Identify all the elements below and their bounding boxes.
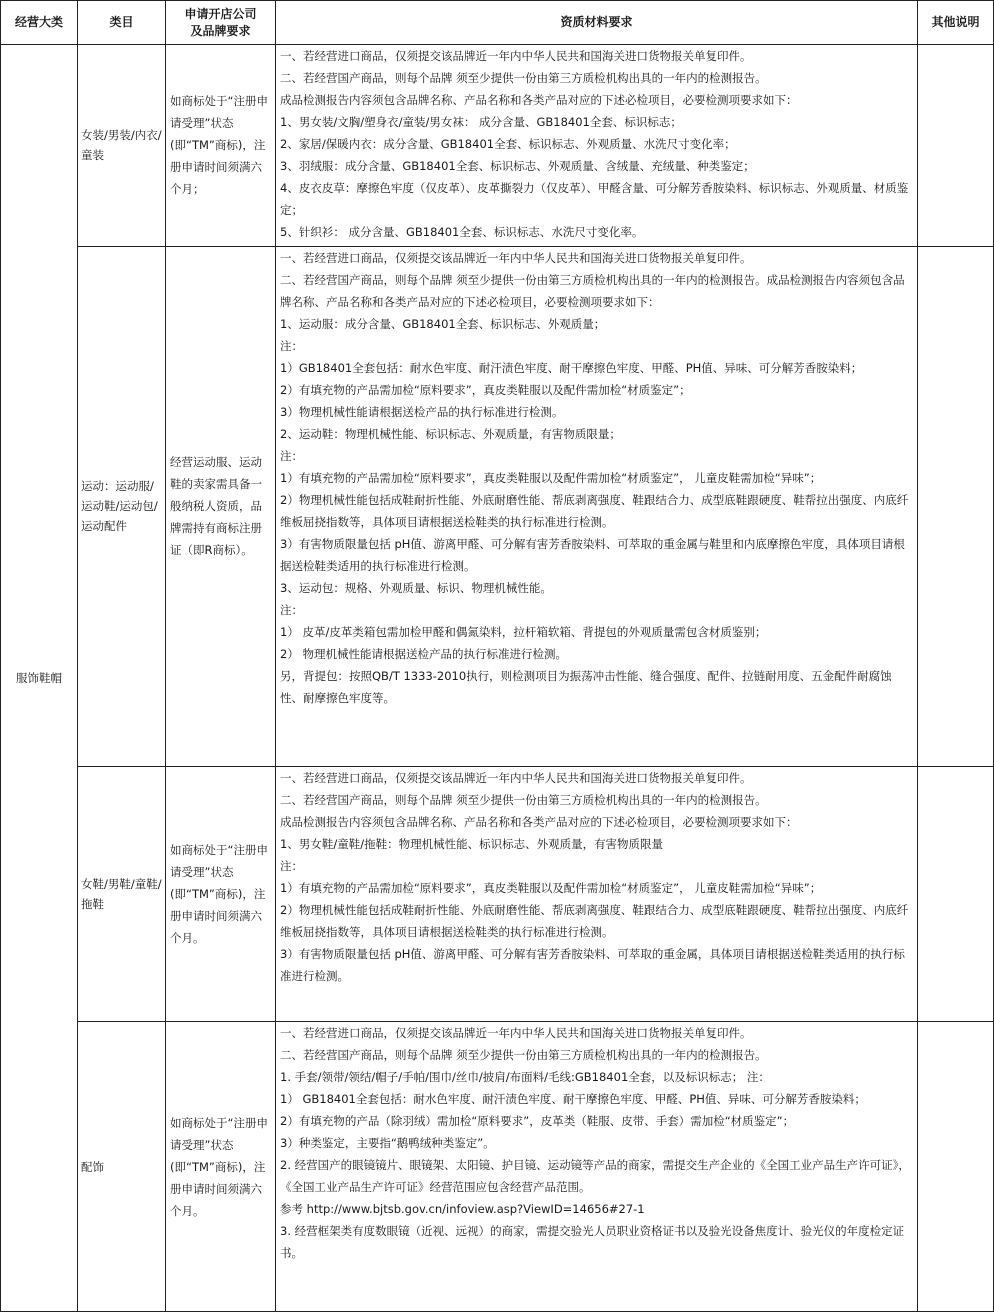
materials-line: 2）有填充物的产品（除羽绒）需加检“原料要求”，皮革类（鞋服、皮带、手套）需加检“材质鉴定”； (280, 1114, 795, 1129)
materials-line: 二、若经营国产商品，则每个品牌 须至少提供一份由第三方质检机构出具的一年内的检测报告。成品检测报告内容须包含品牌名称、产品名称和各类产品对应的下述必检项目，必要检测项要求如下： (280, 272, 905, 309)
notes-cell (918, 1022, 994, 1312)
materials-line: 成品检测报告内容须包含品牌名称、产品名称和各类产品对应的下述必检项目，必要检测项要求如下： (280, 814, 798, 829)
table-row (1, 45, 994, 246)
main-category-cell: 服饰鞋帽 (1, 45, 78, 1312)
materials-line: 一、若经营进口商品，仅须提交该品牌近一年内中华人民共和国海关进口货物报关单复印件。 (280, 770, 752, 785)
materials-line: 1）GB18401全套包括：耐水色牢度、耐汗渍色牢度、耐干摩擦色牢度、甲醛、PH值、异味、可分解芳香胺染料； (280, 360, 863, 375)
requirement-cell: 如商标处于“注册申请受理”状态(即“TM”商标)，注册申请时间须满六个月； (166, 45, 276, 246)
materials-line: 一、若经营进口商品，仅须提交该品牌近一年内中华人民共和国海关进口货物报关单复印件。 (280, 1026, 752, 1041)
materials-line: 1）有填充物的产品需加检“原料要求”，真皮类鞋服以及配件需加检“材质鉴定”， 儿童皮鞋需加检“异味”； (280, 880, 822, 895)
materials-line: 2. 经营国产的眼镜镜片、眼镜架、太阳镜、护目镜、运动镜等产品的商家，需提交生产企业的《全国工业产品生产许可证》，《全国工业产品生产许可证》经营范围应包含经营产品范围。 (280, 1158, 910, 1195)
materials-line: 1、男女装/文胸/塑身衣/童装/男女袜： 成分含量、GB18401全套、标识标志； (280, 115, 682, 130)
materials-line: 一、若经营进口商品，仅须提交该品牌近一年内中华人民共和国海关进口货物报关单复印件。 (280, 49, 752, 64)
materials-line: 2）物理机械性能包括成鞋耐折性能、外底耐磨性能、帮底剥离强度、鞋跟结合力、成型底鞋跟硬度、鞋帮拉出强度、内底纤维板屈挠指数等，具体项目请根据送检鞋类的执行标准进行检测。 (280, 902, 909, 939)
requirement-cell: 如商标处于“注册申请受理”状态(即“TM”商标)，注册申请时间须满六个月。 (166, 1022, 276, 1312)
materials-cell (276, 246, 918, 766)
requirement-cell: 经营运动服、运动鞋的卖家需具备一般纳税人资质，品牌需持有商标注册证（即R商标）。 (166, 246, 276, 766)
materials-line: 4、皮衣皮草：摩擦色牢度（仅皮革）、皮革撕裂力（仅皮革）、甲醛含量、可分解芳香胺染料、标识标志、外观质量、材质鉴定； (280, 181, 909, 218)
materials-line: 1） 皮革/皮革类箱包需加检甲醛和偶氮染料，拉杆箱软箱、背提包的外观质量需包含材质鉴别； (280, 624, 767, 639)
header-category: 经营大类 (1, 1, 78, 45)
header-subcategory: 类目 (78, 1, 166, 45)
header-materials: 资质材料要求 (276, 1, 918, 45)
header-requirement-line1: 申请开店公司 (184, 6, 257, 21)
subcategory-cell: 女鞋/男鞋/童鞋/拖鞋 (78, 766, 166, 1022)
materials-line: 1. 手套/领带/领结/帽子/手帕/围巾/丝巾/披肩/布面料/毛线:GB18401全套，以及标识标志； 注： (280, 1070, 770, 1085)
materials-line: 3、运动包：规格、外观质量、标识、物理机械性能。 (280, 580, 552, 595)
materials-line: 3）种类鉴定，主要指“鹅鸭绒种类鉴定”。 (280, 1136, 495, 1151)
materials-cell (276, 766, 918, 1022)
materials-line: 3、羽绒服：成分含量、GB18401全套、标识标志、外观质量、含绒量、充绒量、种类鉴定； (280, 159, 755, 174)
materials-line: 注： (280, 338, 303, 353)
reference-link[interactable]: 参考 http://www.bjtsb.gov.cn/infoview.asp?ViewID=14656#27-1 (280, 1202, 645, 1217)
materials-line: 2、家居/保暖内衣：成分含量、GB18401全套、标识标志、外观质量、水洗尺寸变化率； (280, 137, 736, 152)
subcategory-cell: 运动：运动服/运动鞋/运动包/运动配件 (78, 246, 166, 766)
notes-cell (918, 45, 994, 246)
table-row (1, 246, 994, 766)
materials-line: 一、若经营进口商品，仅须提交该品牌近一年内中华人民共和国海关进口货物报关单复印件。 (280, 250, 752, 265)
materials-line: 另，背提包：按照QB/T 1333-2010执行，则检测项目为振荡冲击性能、缝合强度、配件、拉链耐用度、五金配件耐腐蚀性、耐摩擦色牢度等。 (280, 668, 892, 705)
materials-cell (276, 45, 918, 246)
subcategory-cell: 女装/男装/内衣/童装 (78, 45, 166, 246)
materials-cell (276, 1022, 918, 1312)
subcategory-cell: 配饰 (78, 1022, 166, 1312)
header-requirement-line2: 及品牌要求 (190, 23, 251, 38)
materials-line: 3）有害物质限量包括 pH值、游离甲醛、可分解有害芳香胺染料、可萃取的重金属，具体项目请根据送检鞋类适用的执行标准进行检测。 (280, 946, 905, 983)
materials-line: 5、针织衫： 成分含量、GB18401全套、标识标志、水洗尺寸变化率。 (280, 225, 644, 240)
table-row (1, 766, 994, 1022)
materials-line: 3）物理机械性能请根据送检产品的执行标准进行检测。 (280, 404, 564, 419)
materials-line: 成品检测报告内容须包含品牌名称、产品名称和各类产品对应的下述必检项目，必要检测项要求如下： (280, 93, 798, 108)
materials-line: 注： (280, 858, 303, 873)
header-row (1, 1, 994, 45)
materials-line: 二、若经营国产商品，则每个品牌 须至少提供一份由第三方质检机构出具的一年内的检测报告。 (280, 71, 767, 86)
materials-line: 1）有填充物的产品需加检“原料要求”，真皮类鞋服以及配件需加检“材质鉴定”， 儿童皮鞋需加检“异味”； (280, 470, 822, 485)
materials-line: 3）有害物质限量包括 pH值、游离甲醛、可分解有害芳香胺染料、可萃取的重金属与鞋里和内底摩擦色牢度，具体项目请根据送检鞋类适用的执行标准进行检测。 (280, 536, 905, 573)
notes-cell (918, 246, 994, 766)
materials-line: 2）有填充物的产品需加检“原料要求”，真皮类鞋服以及配件需加检“材质鉴定”； (280, 382, 691, 397)
materials-line: 3. 经营框架类有度数眼镜（近视、远视）的商家，需提交验光人员职业资格证书以及验光设备焦度计、验光仪的年度检定证书。 (280, 1224, 905, 1261)
materials-line: 注： (280, 448, 303, 463)
materials-line: 注： (280, 602, 303, 617)
materials-line: 1、运动服：成分含量、GB18401全套、标识标志、外观质量； (280, 316, 606, 331)
materials-line: 二、若经营国产商品，则每个品牌 须至少提供一份由第三方质检机构出具的一年内的检测报告。 (280, 1048, 767, 1063)
requirement-cell: 如商标处于“注册申请受理”状态(即“TM”商标)，注册申请时间须满六个月。 (166, 766, 276, 1022)
materials-line: 2） 物理机械性能请根据送检产品的执行标准进行检测。 (280, 646, 567, 661)
table-row (1, 1022, 994, 1312)
materials-line: 2、运动鞋：物理机械性能、标识标志、外观质量，有害物质限量； (280, 426, 621, 441)
header-requirement (166, 1, 276, 45)
notes-cell (918, 766, 994, 1022)
materials-line: 2）物理机械性能包括成鞋耐折性能、外底耐磨性能、帮底剥离强度、鞋跟结合力、成型底鞋跟硬度、鞋帮拉出强度、内底纤维板屈挠指数等，具体项目请根据送检鞋类的执行标准进行检测。 (280, 492, 909, 529)
header-notes: 其他说明 (918, 1, 994, 45)
materials-line: 1、男女鞋/童鞋/拖鞋：物理机械性能、标识标志、外观质量，有害物质限量 (280, 836, 664, 851)
materials-line: 1） GB18401全套包括：耐水色牢度、耐汗渍色牢度、耐干摩擦色牢度、甲醛、PH值、异味、可分解芳香胺染料； (280, 1092, 866, 1107)
materials-line: 二、若经营国产商品，则每个品牌 须至少提供一份由第三方质检机构出具的一年内的检测报告。 (280, 792, 767, 807)
